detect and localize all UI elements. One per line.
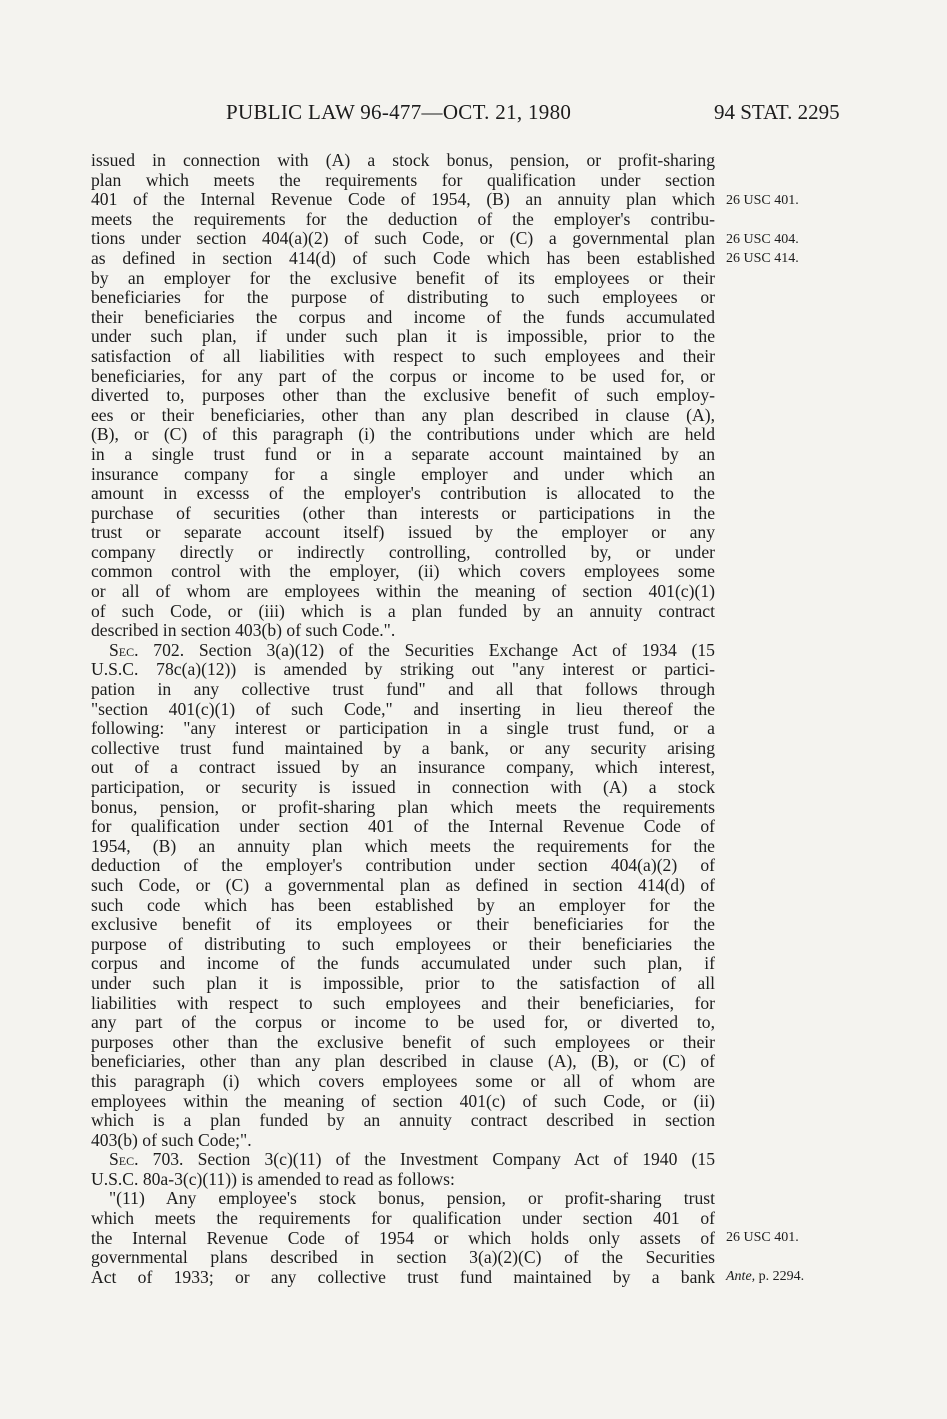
text-line: their beneficiaries the corpus and income of the funds accumulated xyxy=(91,306,715,327)
section-702 xyxy=(91,641,715,1150)
text-line: for qualification under section 401 of the Internal Revenue Code of xyxy=(91,816,715,837)
text-line: Act of 1933; or any collective trust fund maintained by a bank xyxy=(91,1266,715,1287)
text-line: (B), or (C) of this paragraph (i) the contributions under which are held xyxy=(91,424,715,445)
section-text: Section 3(c)(11) of the Investment Company Act of 1940 (15 xyxy=(183,1149,715,1170)
text-line: U.S.C. 78c(a)(12)) is amended by striking out "any interest or partici- xyxy=(91,659,715,680)
header-title: PUBLIC LAW 96-477—OCT. 21, 1980 xyxy=(226,100,572,124)
text-line: which meets the requirements for qualification under section 401 of xyxy=(91,1208,715,1229)
text-line: bonus, pension, or profit-sharing plan which meets the requirements xyxy=(91,796,715,817)
text-line: the Internal Revenue Code of 1954 or which holds only assets of xyxy=(91,1227,715,1248)
section-703-first-line xyxy=(91,1150,715,1170)
text-line: in a single trust fund or in a separate account maintained by an xyxy=(91,443,715,464)
margin-citation: 26 USC 414. xyxy=(726,251,799,266)
continued-paragraph xyxy=(91,151,715,641)
text-line: purchase of securities (other than interests or participations in the xyxy=(91,502,715,523)
text-line: trust or separate account itself) issued by the employer or any xyxy=(91,522,715,543)
text-line: purpose of distributing to such employees or their beneficiaries the xyxy=(91,933,715,954)
text-line: purposes other than the exclusive benefit of such employees or their xyxy=(91,1031,715,1052)
text-line: or all of whom are employees within the meaning of section 401(c)(1) xyxy=(91,581,715,602)
text-line: 401 of the Internal Revenue Code of 1954, (B) an annuity plan which xyxy=(91,189,715,210)
text-line: insurance company for a single employer and under which an xyxy=(91,463,715,484)
text-line: beneficiaries, for any part of the corpus or income to be used for, or xyxy=(91,365,715,386)
section-label: Sec. 703. xyxy=(109,1149,184,1170)
text-line: collective trust fund maintained by a bank, or any security arising xyxy=(91,737,715,758)
text-line: liabilities with respect to such employees and their beneficiaries, for xyxy=(91,992,715,1013)
text-line: under such plan, if under such plan it is impossible, prior to the xyxy=(91,326,715,347)
text-line: any part of the corpus or income to be used for, or diverted to, xyxy=(91,1012,715,1033)
header-stat-page: 94 STAT. 2295 xyxy=(714,100,840,124)
text-line: satisfaction of all liabilities with respect to such employees and their xyxy=(91,345,715,366)
text-line: diverted to, purposes other than the exclusive benefit of such employ- xyxy=(91,385,715,406)
text-line: ees or their beneficiaries, other than any plan described in clause (A), xyxy=(91,404,715,425)
margin-citation: 26 USC 401. xyxy=(726,193,799,208)
text-line: of such Code, or (iii) which is a plan funded by an annuity contract xyxy=(91,600,715,621)
margin-citation xyxy=(726,1269,804,1285)
text-line: plan which meets the requirements for qualification under section xyxy=(91,169,715,190)
text-line: corpus and income of the funds accumulated under such plan, if xyxy=(91,953,715,974)
section-label: Sec. 702. xyxy=(109,639,185,660)
text-line: out of a contract issued by an insurance company, which interest, xyxy=(91,757,715,778)
margin-citation-italic: Ante, xyxy=(726,1269,756,1284)
text-line: under such plan it is impossible, prior to the satisfaction of all xyxy=(91,972,715,993)
text-line: common control with the employer, (ii) which covers employees some xyxy=(91,561,715,582)
text-line: participation, or security is issued in connection with (A) a stock xyxy=(91,777,715,797)
text-line: "section 401(c)(1) of such Code," and inserting in lieu thereof the xyxy=(91,698,715,719)
paragraph-11-first-line: "(11) Any employee's stock bonus, pension, or profit-sharing trust xyxy=(109,1188,715,1209)
quoted-paragraph-11 xyxy=(91,1189,715,1287)
section-text: Section 3(a)(12) of the Securities Exchange Act of 1934 (15 xyxy=(184,639,715,660)
text-line: which is a plan funded by an annuity contract described in section xyxy=(91,1110,715,1131)
text-line: 403(b) of such Code;". xyxy=(91,1129,252,1150)
text-line: exclusive benefit of its employees or their beneficiaries for the xyxy=(91,914,715,935)
text-line: beneficiaries, other than any plan described in clause (A), (B), or (C) of xyxy=(91,1051,715,1072)
text-line: pation in any collective trust fund" and all that follows through xyxy=(91,679,715,700)
section-703 xyxy=(91,1150,715,1189)
text-line: such Code, or (C) a governmental plan as defined in section 414(d) of xyxy=(91,874,715,895)
document-body xyxy=(91,151,715,1287)
text-line: following: "any interest or participation in a single trust fund, or a xyxy=(91,718,715,739)
text-line: deduction of the employer's contribution under section 404(a)(2) of xyxy=(91,855,715,876)
section-703-text xyxy=(91,1170,715,1190)
text-line: beneficiaries for the purpose of distributing to such employees or xyxy=(91,287,715,308)
text-line: this paragraph (i) which covers employees some or all of whom are xyxy=(91,1070,715,1091)
paragraph-11-text xyxy=(91,1209,715,1287)
text-line: by an employer for the exclusive benefit of its employees or their xyxy=(91,267,715,288)
text-line: amount in excesss of the employer's contribution is allocated to the xyxy=(91,483,715,504)
text-line: tions under section 404(a)(2) of such Code, or (C) a governmental plan xyxy=(91,228,715,249)
text-line: such code which has been established by an employer for the xyxy=(91,894,715,915)
text-line: employees within the meaning of section 401(c) of such Code, or (ii) xyxy=(91,1090,715,1111)
margin-citation: 26 USC 404. xyxy=(726,232,799,247)
text-line: meets the requirements for the deduction of the employer's contribu- xyxy=(91,208,715,229)
margin-citation-text: p. 2294. xyxy=(755,1269,805,1284)
section-702-text xyxy=(91,660,715,1150)
page-header xyxy=(226,100,866,134)
section-702-first-line xyxy=(91,641,715,661)
text-line: issued in connection with (A) a stock bonus, pension, or profit-sharing xyxy=(91,150,715,170)
margin-citation: 26 USC 401. xyxy=(726,1230,799,1245)
text-line: described in section 403(b) of such Code.". xyxy=(91,620,396,641)
text-line: as defined in section 414(d) of such Code which has been established xyxy=(91,247,715,268)
text-line: company directly or indirectly controlling, controlled by, or under xyxy=(91,541,715,562)
text-line: 1954, (B) an annuity plan which meets the requirements for the xyxy=(91,835,715,856)
text-line: governmental plans described in section 3(a)(2)(C) of the Securities xyxy=(91,1247,715,1268)
text-line: U.S.C. 80a-3(c)(11)) is amended to read as follows: xyxy=(91,1168,455,1189)
